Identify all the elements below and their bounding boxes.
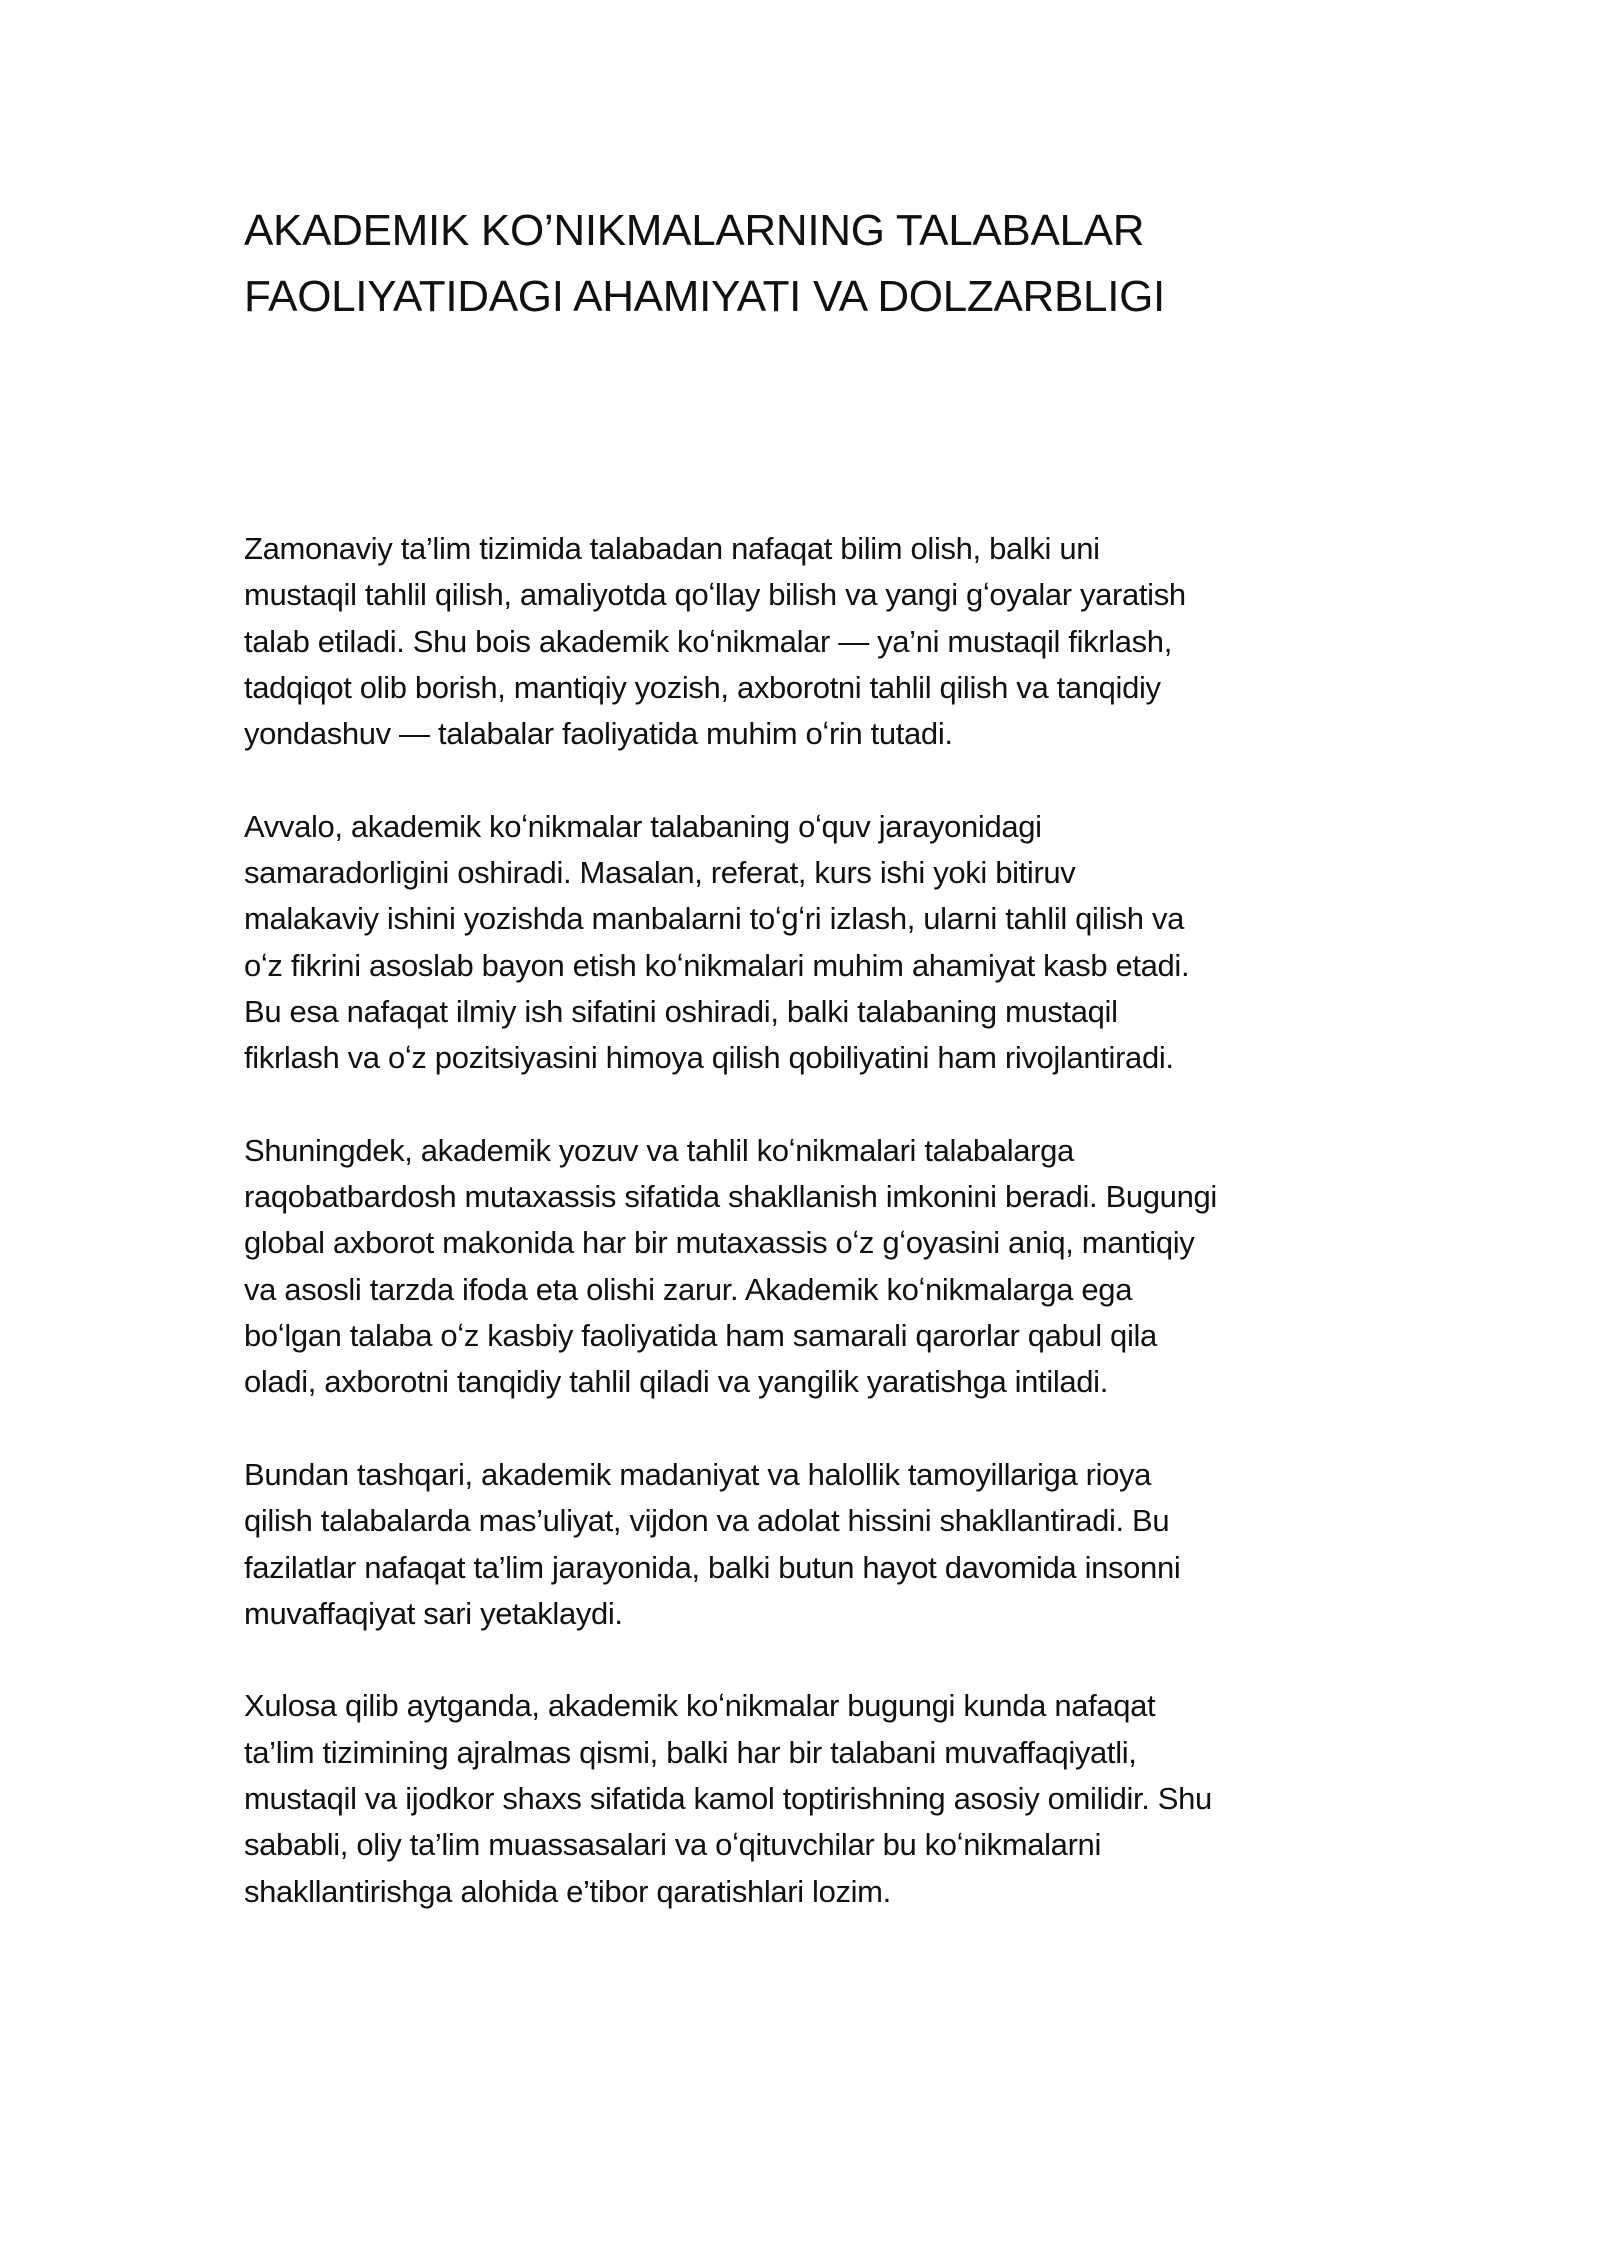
paragraph-line: oʻz fikrini asoslab bayon etish koʻnikmalari muhim ahamiyat kasb etadi.: [244, 947, 1190, 983]
paragraph-line: global axborot makonida har bir mutaxassis oʻz gʻoyasini aniq, mantiqiy: [244, 1225, 1195, 1261]
paragraph-line: yondashuv — talabalar faoliyatida muhim oʻrin tutadi.: [244, 716, 953, 752]
paragraph-line: Bu esa nafaqat ilmiy ish sifatini oshiradi, balki talabaning mustaqil: [244, 993, 1118, 1029]
paragraph-line: raqobatbardosh mutaxassis sifatida shakllanish imkonini beradi. Bugungi: [244, 1179, 1217, 1215]
paragraph-line: Avvalo, akademik koʻnikmalar talabaning oʻquv jarayonidagi: [244, 808, 1042, 844]
paragraph-line: shakllantirishga alohida e’tibor qaratishlari lozim.: [244, 1873, 891, 1909]
title-line: AKADEMIK KO’NIKMALARNING TALABALAR: [244, 206, 1145, 255]
paragraph-line: qilish talabalarda mas’uliyat, vijdon va adolat hissini shakllantiradi. Bu: [244, 1503, 1170, 1539]
paragraph-line: muvaffaqiyat sari yetaklaydi.: [244, 1595, 623, 1631]
paragraph-line: Xulosa qilib aytganda, akademik koʻnikmalar bugungi kunda nafaqat: [244, 1688, 1156, 1724]
title-line: FAOLIYATIDAGI AHAMIYATI VA DOLZARBLIGI: [244, 272, 1165, 321]
paragraph-line: sababli, oliy ta’lim muassasalari va oʻqituvchilar bu koʻnikmalarni: [244, 1827, 1101, 1863]
paragraph-line: va asosli tarzda ifoda eta olishi zarur. Akademik koʻnikmalarga ega: [244, 1271, 1133, 1307]
paragraph-line: malakaviy ishini yozishda manbalarni toʻgʻri izlash, ularni tahlil qilish va: [244, 901, 1185, 937]
paragraph-line: mustaqil tahlil qilish, amaliyotda qoʻllay bilish va yangi gʻoyalar yaratish: [244, 577, 1186, 613]
paragraph-4: [244, 1452, 1384, 1637]
paragraph-5: [244, 1683, 1384, 1914]
paragraph-3: [244, 1128, 1384, 1406]
paragraph-line: fazilatlar nafaqat ta’lim jarayonida, balki butun hayot davomida insonni: [244, 1549, 1181, 1585]
paragraph-line: samaradorligini oshiradi. Masalan, referat, kurs ishi yoki bitiruv: [244, 855, 1076, 891]
paragraph-line: oladi, axborotni tanqidiy tahlil qiladi va yangilik yaratishga intiladi.: [244, 1364, 1108, 1400]
paragraph-line: Shuningdek, akademik yozuv va tahlil koʻnikmalari talabalarga: [244, 1132, 1074, 1168]
document-title: [244, 198, 1364, 330]
paragraph-2: [244, 804, 1384, 1082]
paragraph-1: [244, 526, 1384, 757]
paragraph-line: fikrlash va oʻz pozitsiyasini himoya qilish qobiliyatini ham rivojlantiradi.: [244, 1040, 1174, 1076]
paragraph-line: ta’lim tizimining ajralmas qismi, balki har bir talabani muvaffaqiyatli,: [244, 1734, 1137, 1770]
paragraph-line: tadqiqot olib borish, mantiqiy yozish, axborotni tahlil qilish va tanqidiy: [244, 669, 1161, 705]
paragraph-line: mustaqil va ijodkor shaxs sifatida kamol toptirishning asosiy omilidir. Shu: [244, 1781, 1212, 1817]
document-body: [244, 526, 1384, 1961]
paragraph-line: Bundan tashqari, akademik madaniyat va halollik tamoyillariga rioya: [244, 1456, 1152, 1492]
paragraph-line: talab etiladi. Shu bois akademik koʻnikmalar — ya’ni mustaqil fikrlash,: [244, 623, 1172, 659]
paragraph-line: boʻlgan talaba oʻz kasbiy faoliyatida ham samarali qarorlar qabul qila: [244, 1318, 1157, 1354]
paragraph-line: Zamonaviy ta’lim tizimida talabadan nafaqat bilim olish, balki uni: [244, 531, 1100, 566]
